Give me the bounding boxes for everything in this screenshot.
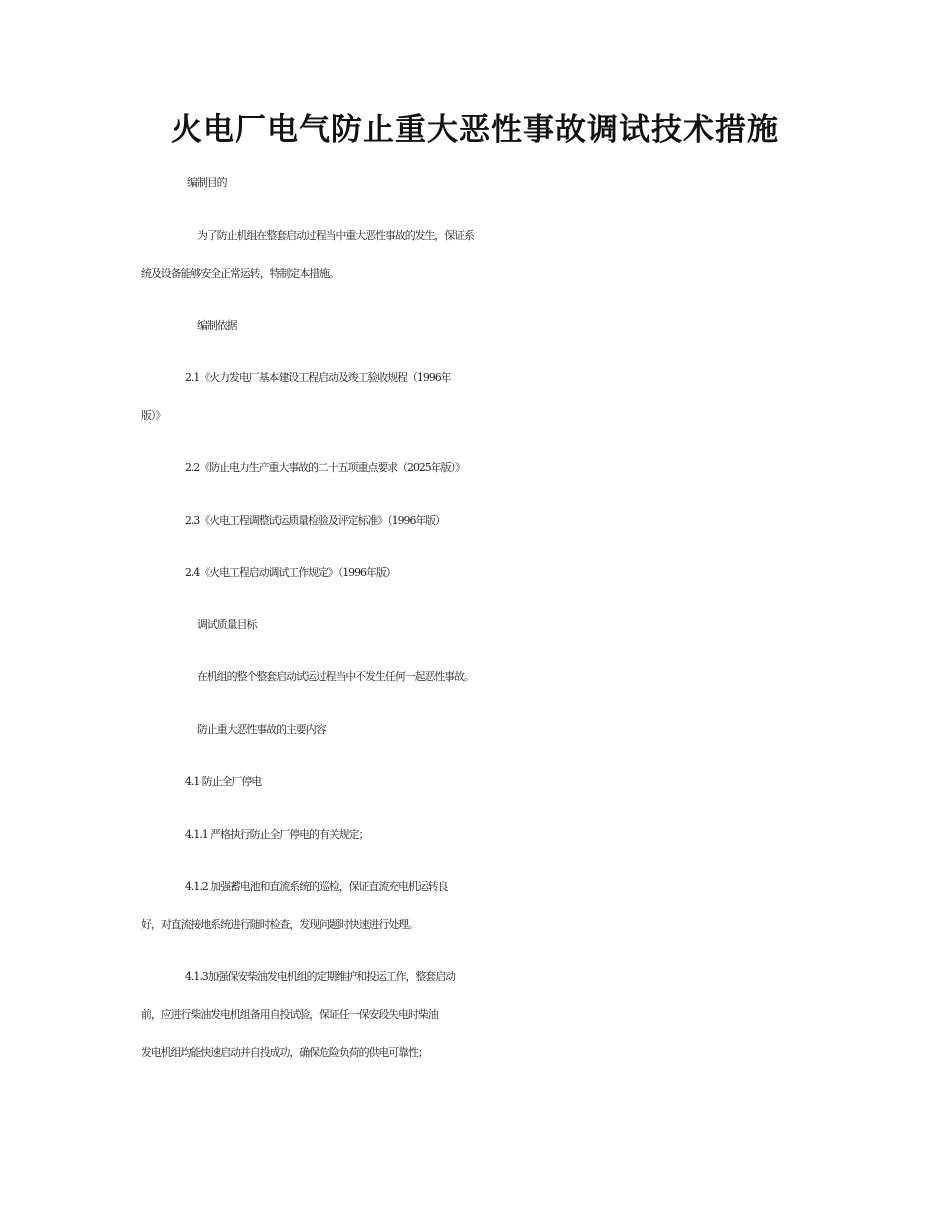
section-heading-basis: 编制依据 <box>197 319 237 332</box>
subsection-heading: 4.1 防止全厂停电 <box>185 775 262 788</box>
paragraph-line: 4.1.2 加强蓄电池和直流系统的巡检，保证直流充电机运转良 <box>185 880 448 893</box>
reference-item-continued: 版）》 <box>141 409 166 422</box>
reference-item: 2.2《防止电力生产重大事故的二十五项重点要求（2025年版）》 <box>185 461 465 474</box>
document-title: 火电厂电气防止重大恶性事故调试技术措施 <box>171 112 779 148</box>
paragraph-line: 在机组的整个整套启动试运过程当中不发生任何一起恶性事故。 <box>197 670 474 683</box>
section-heading-quality-goal: 调试质量目标 <box>197 618 257 631</box>
paragraph-line: 为了防止机组在整套启动过程当中重大恶性事故的发生，保证系 <box>197 229 474 242</box>
reference-item: 2.1《火力发电厂基本建设工程启动及竣工验收规程（1996年 <box>185 371 451 384</box>
paragraph-line: 发电机组均能快速启动并自投成功，确保危险负荷的供电可靠性； <box>141 1046 428 1059</box>
paragraph-line: 4.1.3加强保安柴油发电机组的定期维护和投运工作，整套启动 <box>185 970 455 983</box>
section-heading-main-content: 防止重大恶性事故的主要内容 <box>197 723 326 736</box>
paragraph-line: 4.1.1 严格执行防止全厂停电的有关规定； <box>185 828 369 841</box>
reference-item: 2.3《火电工程调整试运质量检验及评定标准》（1996年版） <box>185 514 446 527</box>
reference-item: 2.4《火电工程启动调试工作规定》（1996年版） <box>185 566 396 579</box>
section-heading-purpose: 编制目的 <box>187 176 227 189</box>
paragraph-line: 统及设备能够安全正常运转，特制定本措施。 <box>141 267 339 280</box>
paragraph-line: 好，对直流接地系统进行随时检查，发现问题时快速进行处理。 <box>141 918 418 931</box>
paragraph-line: 前，应进行柴油发电机组备用自投试验，保证任一保安段失电时柴油 <box>141 1008 438 1021</box>
